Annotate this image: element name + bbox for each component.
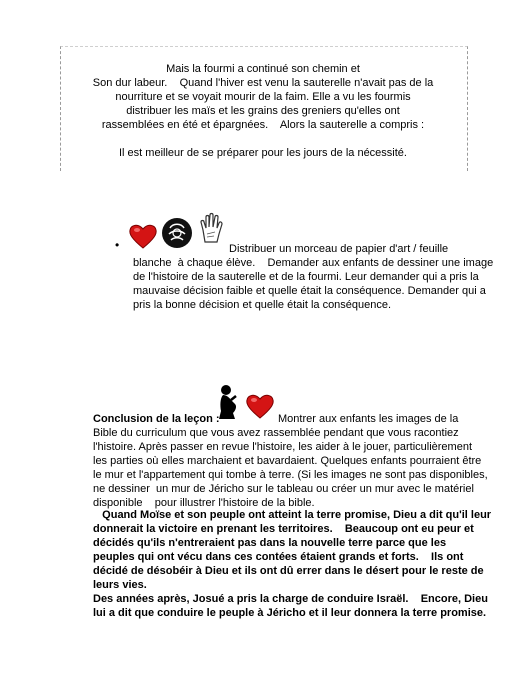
- conclusion-line: le mur et l'appartement qui tombe à terre. (Si les images ne sont pas disponibles,: [93, 469, 488, 481]
- moses-paragraph: [93, 508, 491, 592]
- activity-line: blanche à chaque élève. Demander aux enfants de dessiner une image: [133, 257, 494, 269]
- hand-icon: [198, 212, 224, 244]
- conclusion-line: l'histoire. Après passer en revue l'histoire, les aider à le jouer, particulièrement: [93, 441, 473, 453]
- paragraph-line: décidé de désobéir à Dieu et ils ont dû errer dans le désert pour le reste de: [93, 565, 484, 577]
- conclusion-line: Montrer aux enfants les images de la: [278, 413, 459, 425]
- conclusion-line: les parties où elles marchaient et bavardaient. Quelques enfants pourraient être: [93, 455, 482, 467]
- activity-line: pris la bonne décision et quelle était la conséquence.: [133, 299, 392, 311]
- story-line: distribuer les maïs et les grains des greniers qu'elles ont: [126, 105, 400, 117]
- conclusion-text: [93, 412, 488, 510]
- paragraph-line: leurs vies.: [93, 579, 147, 591]
- joshua-paragraph: [93, 592, 488, 620]
- paragraph-line: décidés qu'ils n'entreraient pas dans la nouvelle terre parce que les: [93, 537, 447, 549]
- paragraph-line: lui a dit que conduire le peuple à Jéricho et il leur donnera la terre promise.: [93, 607, 487, 619]
- moral-text: Il est meilleur de se préparer pour les jours de la nécessité.: [119, 147, 407, 159]
- activity-line: de l'histoire de la sauterelle et de la fourmi. Leur demander qui a pris la: [133, 271, 479, 283]
- story-line: Mais la fourmi a continué son chemin et: [166, 63, 360, 75]
- activity-line: Distribuer un morceau de papier d'art / feuille: [229, 243, 449, 255]
- activity-line: mauvaise décision faible et quelle était la conséquence. Demander qui a: [133, 285, 486, 297]
- conclusion-line: disponible pour illustrer l'histoire de la bible.: [93, 497, 315, 509]
- paragraph-line: peuples qui ont vécu dans ces contées étaient grands et forts. Ils ont: [93, 551, 464, 563]
- bullet-marker: •: [115, 238, 120, 252]
- story-line: rassemblées en été et épargnées. Alors la sauterelle a compris :: [101, 119, 425, 131]
- paragraph-line: Quand Moïse et son peuple ont atteint la terre promise, Dieu a dit qu'il leur: [93, 509, 492, 521]
- activity-text: [133, 242, 493, 312]
- paragraph-line: donnerait la victoire en prenant les territoires. Beaucoup ont eu peur et: [93, 523, 474, 535]
- story-text: [60, 62, 466, 132]
- conclusion-heading: Conclusion de la leçon :: [93, 413, 220, 425]
- paragraph-line: Des années après, Josué a pris la charge de conduire Israël. Encore, Dieu: [93, 593, 488, 605]
- conclusion-line: Bible du curriculum que vous avez rassemblée pendant que vous racontiez: [93, 427, 459, 439]
- conclusion-line: ne dessiner un mur de Jéricho sur le tableau ou créer un mur avec le matériel: [93, 483, 474, 495]
- story-line: Son dur labeur. Quand l'hiver est venu la sauterelle n'avait pas de la: [92, 77, 434, 89]
- story-line: nourriture et se voyait mourir de la faim. Elle a vu les fourmis: [115, 91, 411, 103]
